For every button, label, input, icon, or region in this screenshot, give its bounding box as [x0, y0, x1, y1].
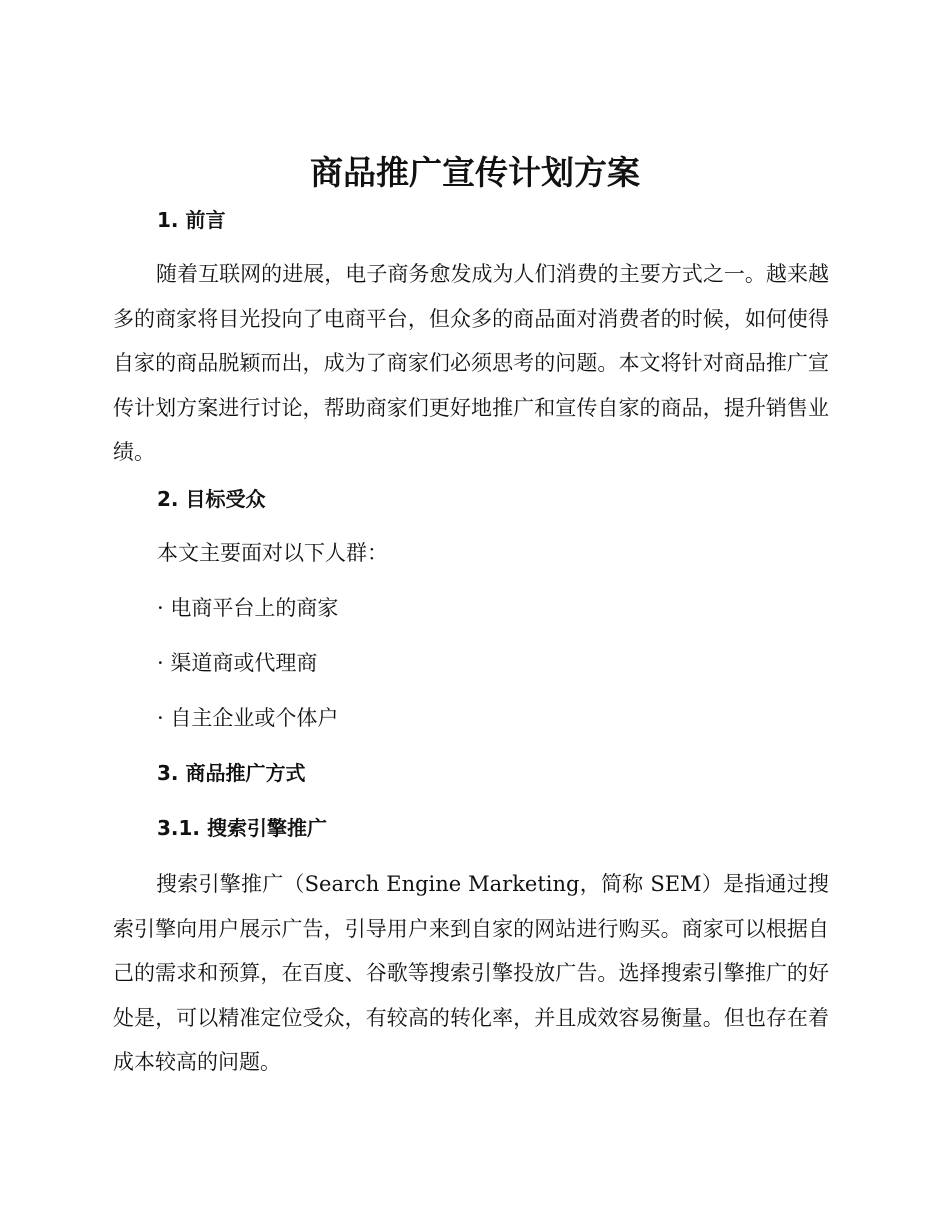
section-heading-preface: 1. 前言 — [157, 208, 226, 232]
preface-paragraph: 随着互联网的进展，电子商务愈发成为人们消费的主要方式之一。越来越多的商家将目光投向了电商平台，但众多的商品面对消费者的时候，如何使得自家的商品脱颖而出，成为了商家们必须思考的问题。本文将针对商品推广宣传计划方案进行讨论，帮助商家们更好地推广和宣传自家的商品，提升销售业绩。 — [113, 262, 829, 464]
audience-intro: 本文主要面对以下人群： — [157, 541, 388, 565]
subsection-heading-sem: 3.1. 搜索引擎推广 — [157, 816, 327, 840]
list-item: · 渠道商或代理商 — [157, 651, 318, 675]
section-heading-audience: 2. 目标受众 — [157, 487, 266, 511]
list-item: · 电商平台上的商家 — [157, 596, 339, 620]
sem-paragraph: 搜索引擎推广（Search Engine Marketing，简称 SEM）是指通过搜索引擎向用户展示广告，引导用户来到自家的网站进行购买。商家可以根据自己的需求和预算，在百度、谷歌等搜索引擎投放广告。选择搜索引擎推广的好处是，可以精准定位受众，有较高的转化率，并且成效容易衡量。但也存在着成本较高的问题。 — [113, 872, 829, 1074]
document-title: 商品推广宣传计划方案 — [310, 153, 640, 192]
section-heading-promotion-methods: 3. 商品推广方式 — [157, 761, 306, 785]
list-item: · 自主企业或个体户 — [157, 706, 339, 730]
